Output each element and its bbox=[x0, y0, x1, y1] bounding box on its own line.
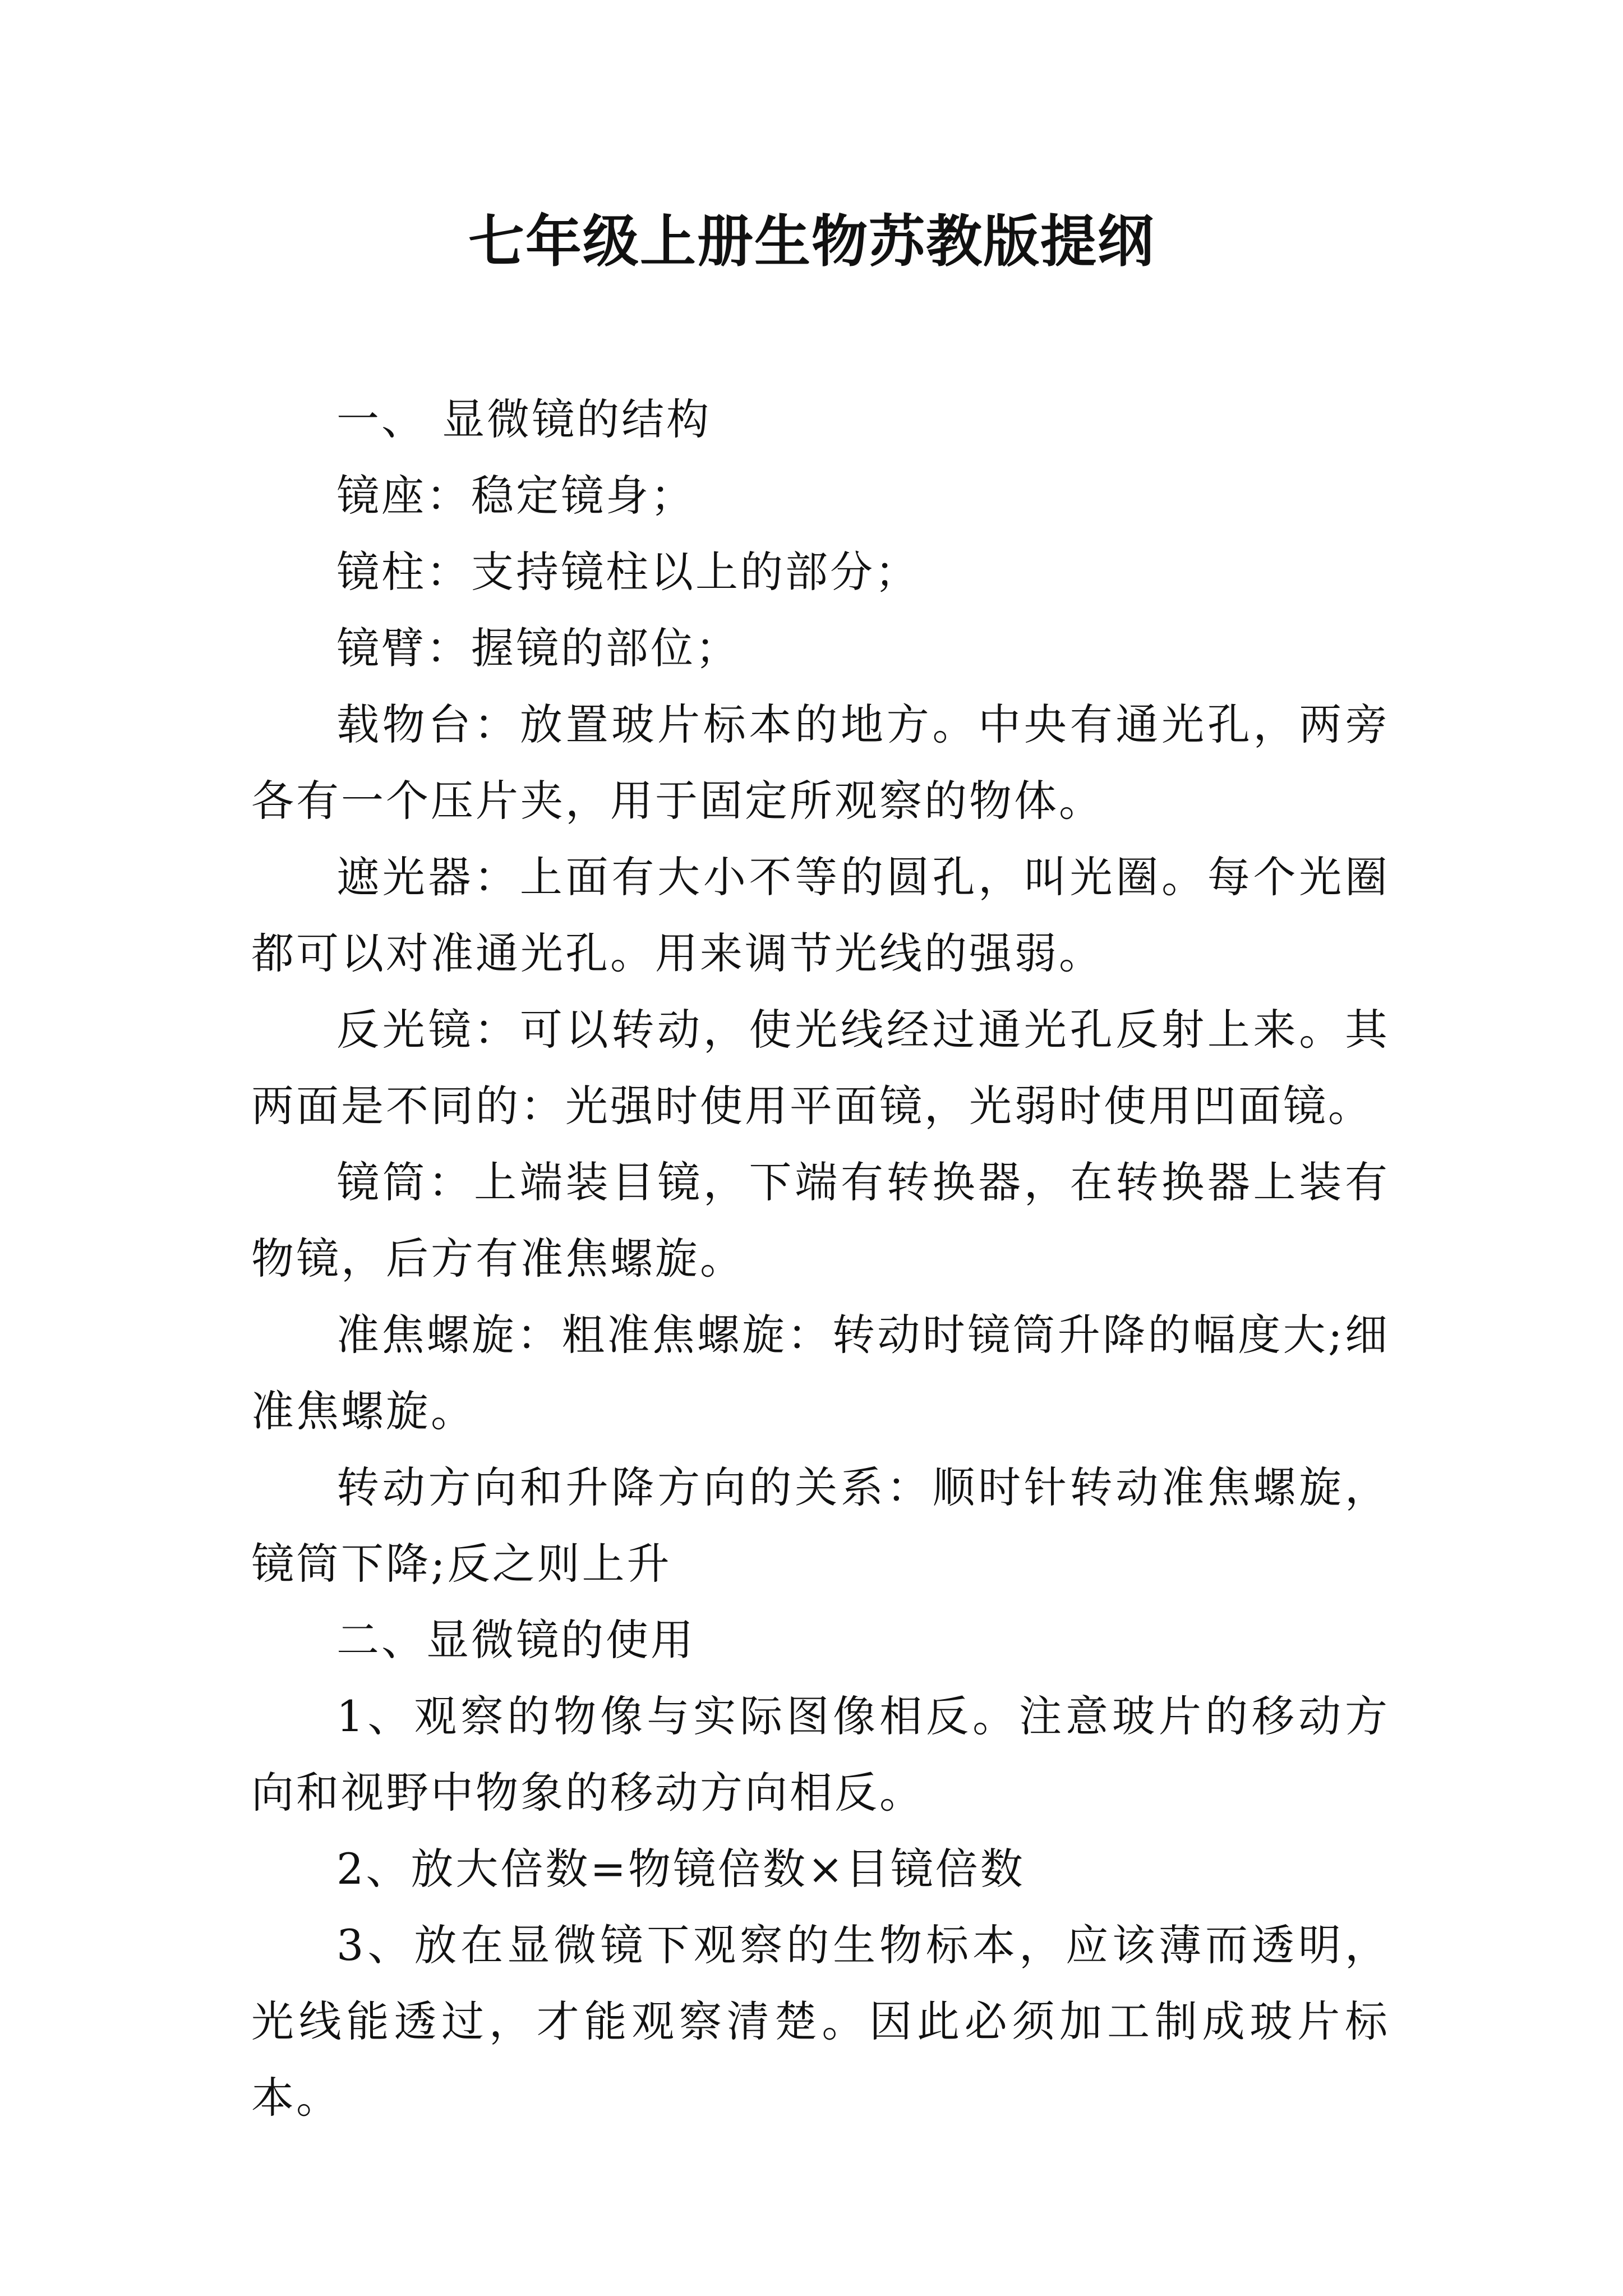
list-item-1: 1、观察的物像与实际图像相反。注意玻片的移动方向和视野中物象的移动方向相反。 bbox=[251, 1691, 1390, 1818]
paragraph-base: 镜座：稳定镜身； bbox=[336, 471, 695, 521]
paragraph-rotation-direction: 转动方向和升降方向的关系：顺时针转动准焦螺旋，镜筒下降;反之则上升 bbox=[251, 1462, 1390, 1589]
document-title: 七年级上册生物苏教版提纲 bbox=[468, 208, 1155, 274]
paragraph-diaphragm: 遮光器：上面有大小不等的圆孔，叫光圈。每个光圈都可以对准通光孔。用来调节光线的强弱。 bbox=[251, 852, 1390, 978]
paragraph-arm: 镜臂：握镜的部位； bbox=[336, 623, 740, 673]
section-heading-usage: 二、显微镜的使用 bbox=[336, 1615, 695, 1665]
section-heading-structure: 一、 显微镜的结构 bbox=[336, 394, 712, 444]
paragraph-mirror: 反光镜：可以转动，使光线经过通光孔反射上来。其两面是不同的：光强时使用平面镜，光弱时使用凹面镜。 bbox=[251, 1005, 1390, 1131]
list-item-3: 3、放在显微镜下观察的生物标本，应该薄而透明，光线能透过，才能观察清楚。因此必须加工制成玻片标本。 bbox=[251, 1920, 1390, 2123]
paragraph-pillar: 镜柱：支持镜柱以上的部分； bbox=[336, 547, 920, 597]
document-body bbox=[251, 381, 1390, 2136]
paragraph-tube: 镜筒：上端装目镜，下端有转换器，在转换器上装有物镜，后方有准焦螺旋。 bbox=[251, 1157, 1390, 1283]
list-item-2: 2、放大倍数=物镜倍数×目镜倍数 bbox=[336, 1844, 1025, 1894]
paragraph-stage: 载物台：放置玻片标本的地方。中央有通光孔，两旁各有一个压片夹，用于固定所观察的物体。 bbox=[251, 700, 1390, 826]
paragraph-focus-knob: 准焦螺旋：粗准焦螺旋：转动时镜筒升降的幅度大;细准焦螺旋。 bbox=[251, 1310, 1390, 1436]
